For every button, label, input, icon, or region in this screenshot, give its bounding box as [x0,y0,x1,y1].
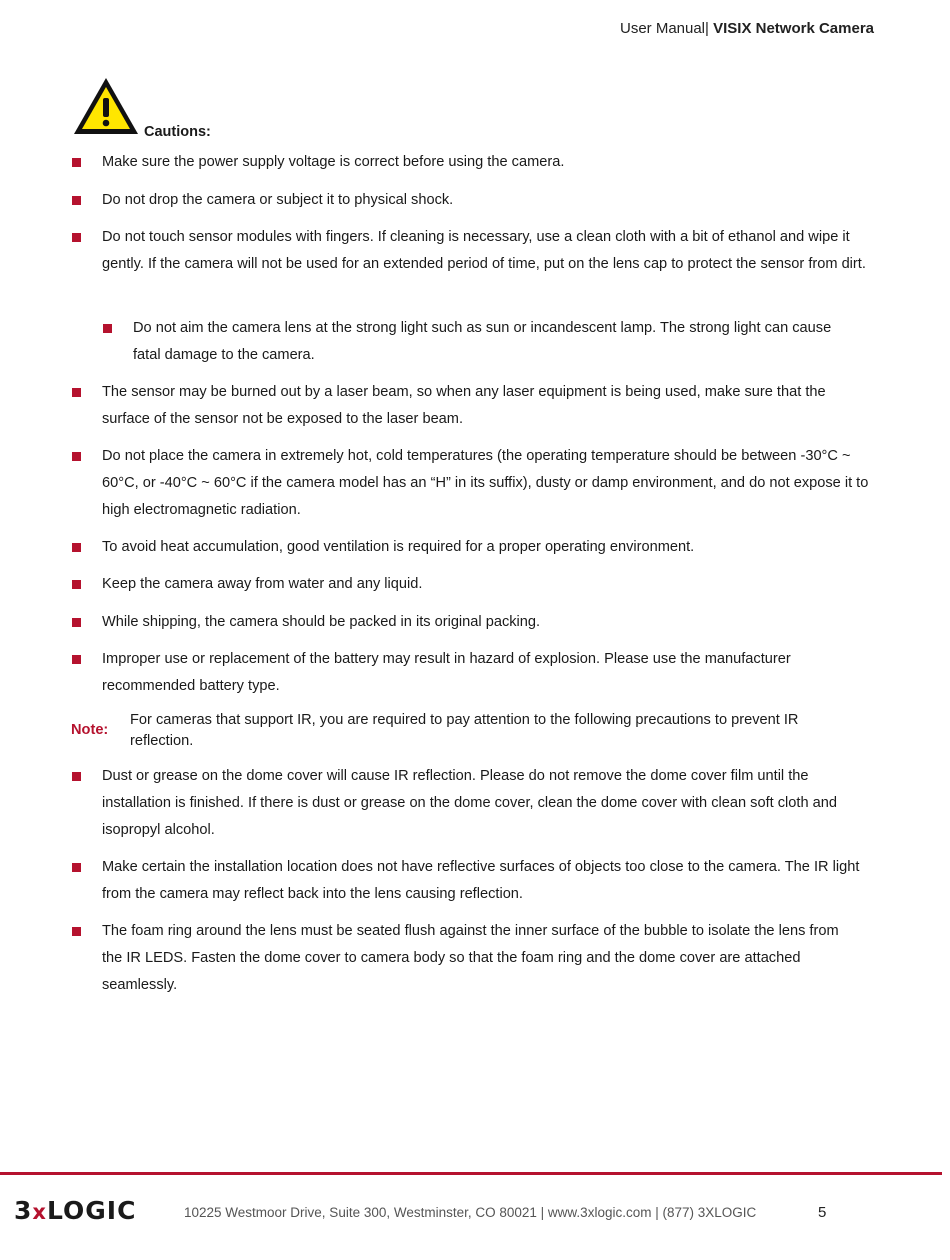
bullet-icon [72,772,81,781]
bullet-icon [72,543,81,552]
list-item [72,571,862,598]
bullet-icon [72,196,81,205]
logo-part: 3 [14,1196,33,1225]
list-item [72,854,862,908]
list-item [72,918,862,999]
list-item [72,646,862,700]
footer-divider [0,1172,942,1175]
list-item [72,763,862,844]
list-item [72,534,862,561]
list-item-text: Make sure the power supply voltage is correct before using the camera. [102,154,565,170]
logo-part: x [32,1200,47,1224]
note-label: Note: [71,722,109,738]
list-item-text: Do not aim the camera lens at the strong light such as sun or incandescent lamp. The strong light can cause fatal damage to the camera. [133,320,832,363]
list-item-text: To avoid heat accumulation, good ventilation is required for a proper operating environment. [102,539,695,555]
list-item-text: Keep the camera away from water and any liquid. [102,576,423,592]
list-item-text: The foam ring around the lens must be seated flush against the inner surface of the bubble to isolate the lens from the IR LEDS. Fasten the dome cover to camera body so that the foam ring and the dome cover are attached seamlessly. [102,923,839,993]
list-item-text: While shipping, the camera should be packed in its original packing. [102,614,541,630]
list-item-text: Dust or grease on the dome cover will cause IR reflection. Please do not remove the dome cover film until the installation is finished. If there is dust or grease on the dome cover, clean the dome cover with clean soft cloth and isopropyl alcohol. [102,768,837,838]
list-item-text: Do not drop the camera or subject it to physical shock. [102,192,454,208]
logo-part: LOGIC [46,1196,137,1225]
bullet-icon [72,580,81,589]
list-item-text: The sensor may be burned out by a laser beam, so when any laser equipment is being used, make sure that the surface of the sensor not be exposed to the laser beam. [102,384,826,427]
list-item [72,443,874,524]
bullet-icon [72,388,81,397]
header-title-product: VISIX Network Camera [713,20,874,37]
list-item-text: Make certain the installation location does not have reflective surfaces of objects too close to the camera. The IR light from the camera may reflect back into the lens causing reflection. [102,859,860,902]
note-text: For cameras that support IR, you are required to pay attention to the following precautions to prevent IR reflection. [130,712,799,749]
cautions-title: Cautions: [144,124,211,140]
header-title-prefix: User Manual| [619,20,709,37]
list-item-nested [103,315,843,369]
list-item [72,379,862,433]
bullet-icon [72,618,81,627]
page-header [620,20,874,37]
bullet-icon [72,863,81,872]
bullet-icon [72,927,81,936]
list-item [72,224,874,278]
footer-address: 10225 Westmoor Drive, Suite 300, Westminster, CO 80021 | www.3xlogic.com | (877) 3XLOGIC [184,1205,757,1220]
warning-triangle-icon [72,76,140,136]
list-item [72,609,862,636]
page-footer [14,1196,934,1230]
bullet-icon [72,655,81,664]
bullet-icon [103,324,112,333]
list-item-text: Do not place the camera in extremely hot, cold temperatures (the operating temperature should be between -30°C ~ 60°C, or -40°C ~ 60°C if the camera model has an “H” in its suffix), dusty or damp environment, and do not expose it to high electromagnetic radiation. [102,448,869,518]
bullet-icon [72,158,81,167]
bullet-icon [72,233,81,242]
bullet-icon [72,452,81,461]
company-logo [14,1196,136,1225]
list-item [72,149,862,176]
list-item-text: Improper use or replacement of the battery may result in hazard of explosion. Please use the manufacturer recommended battery type. [102,651,791,694]
list-item [72,187,862,214]
page-number: 5 [818,1204,827,1221]
list-item-text: Do not touch sensor modules with fingers. If cleaning is necessary, use a clean cloth with a bit of ethanol and wipe it gently. If the camera will not be used for an extended period of time, put on the lens cap to protect the sensor from dirt. [102,229,866,272]
